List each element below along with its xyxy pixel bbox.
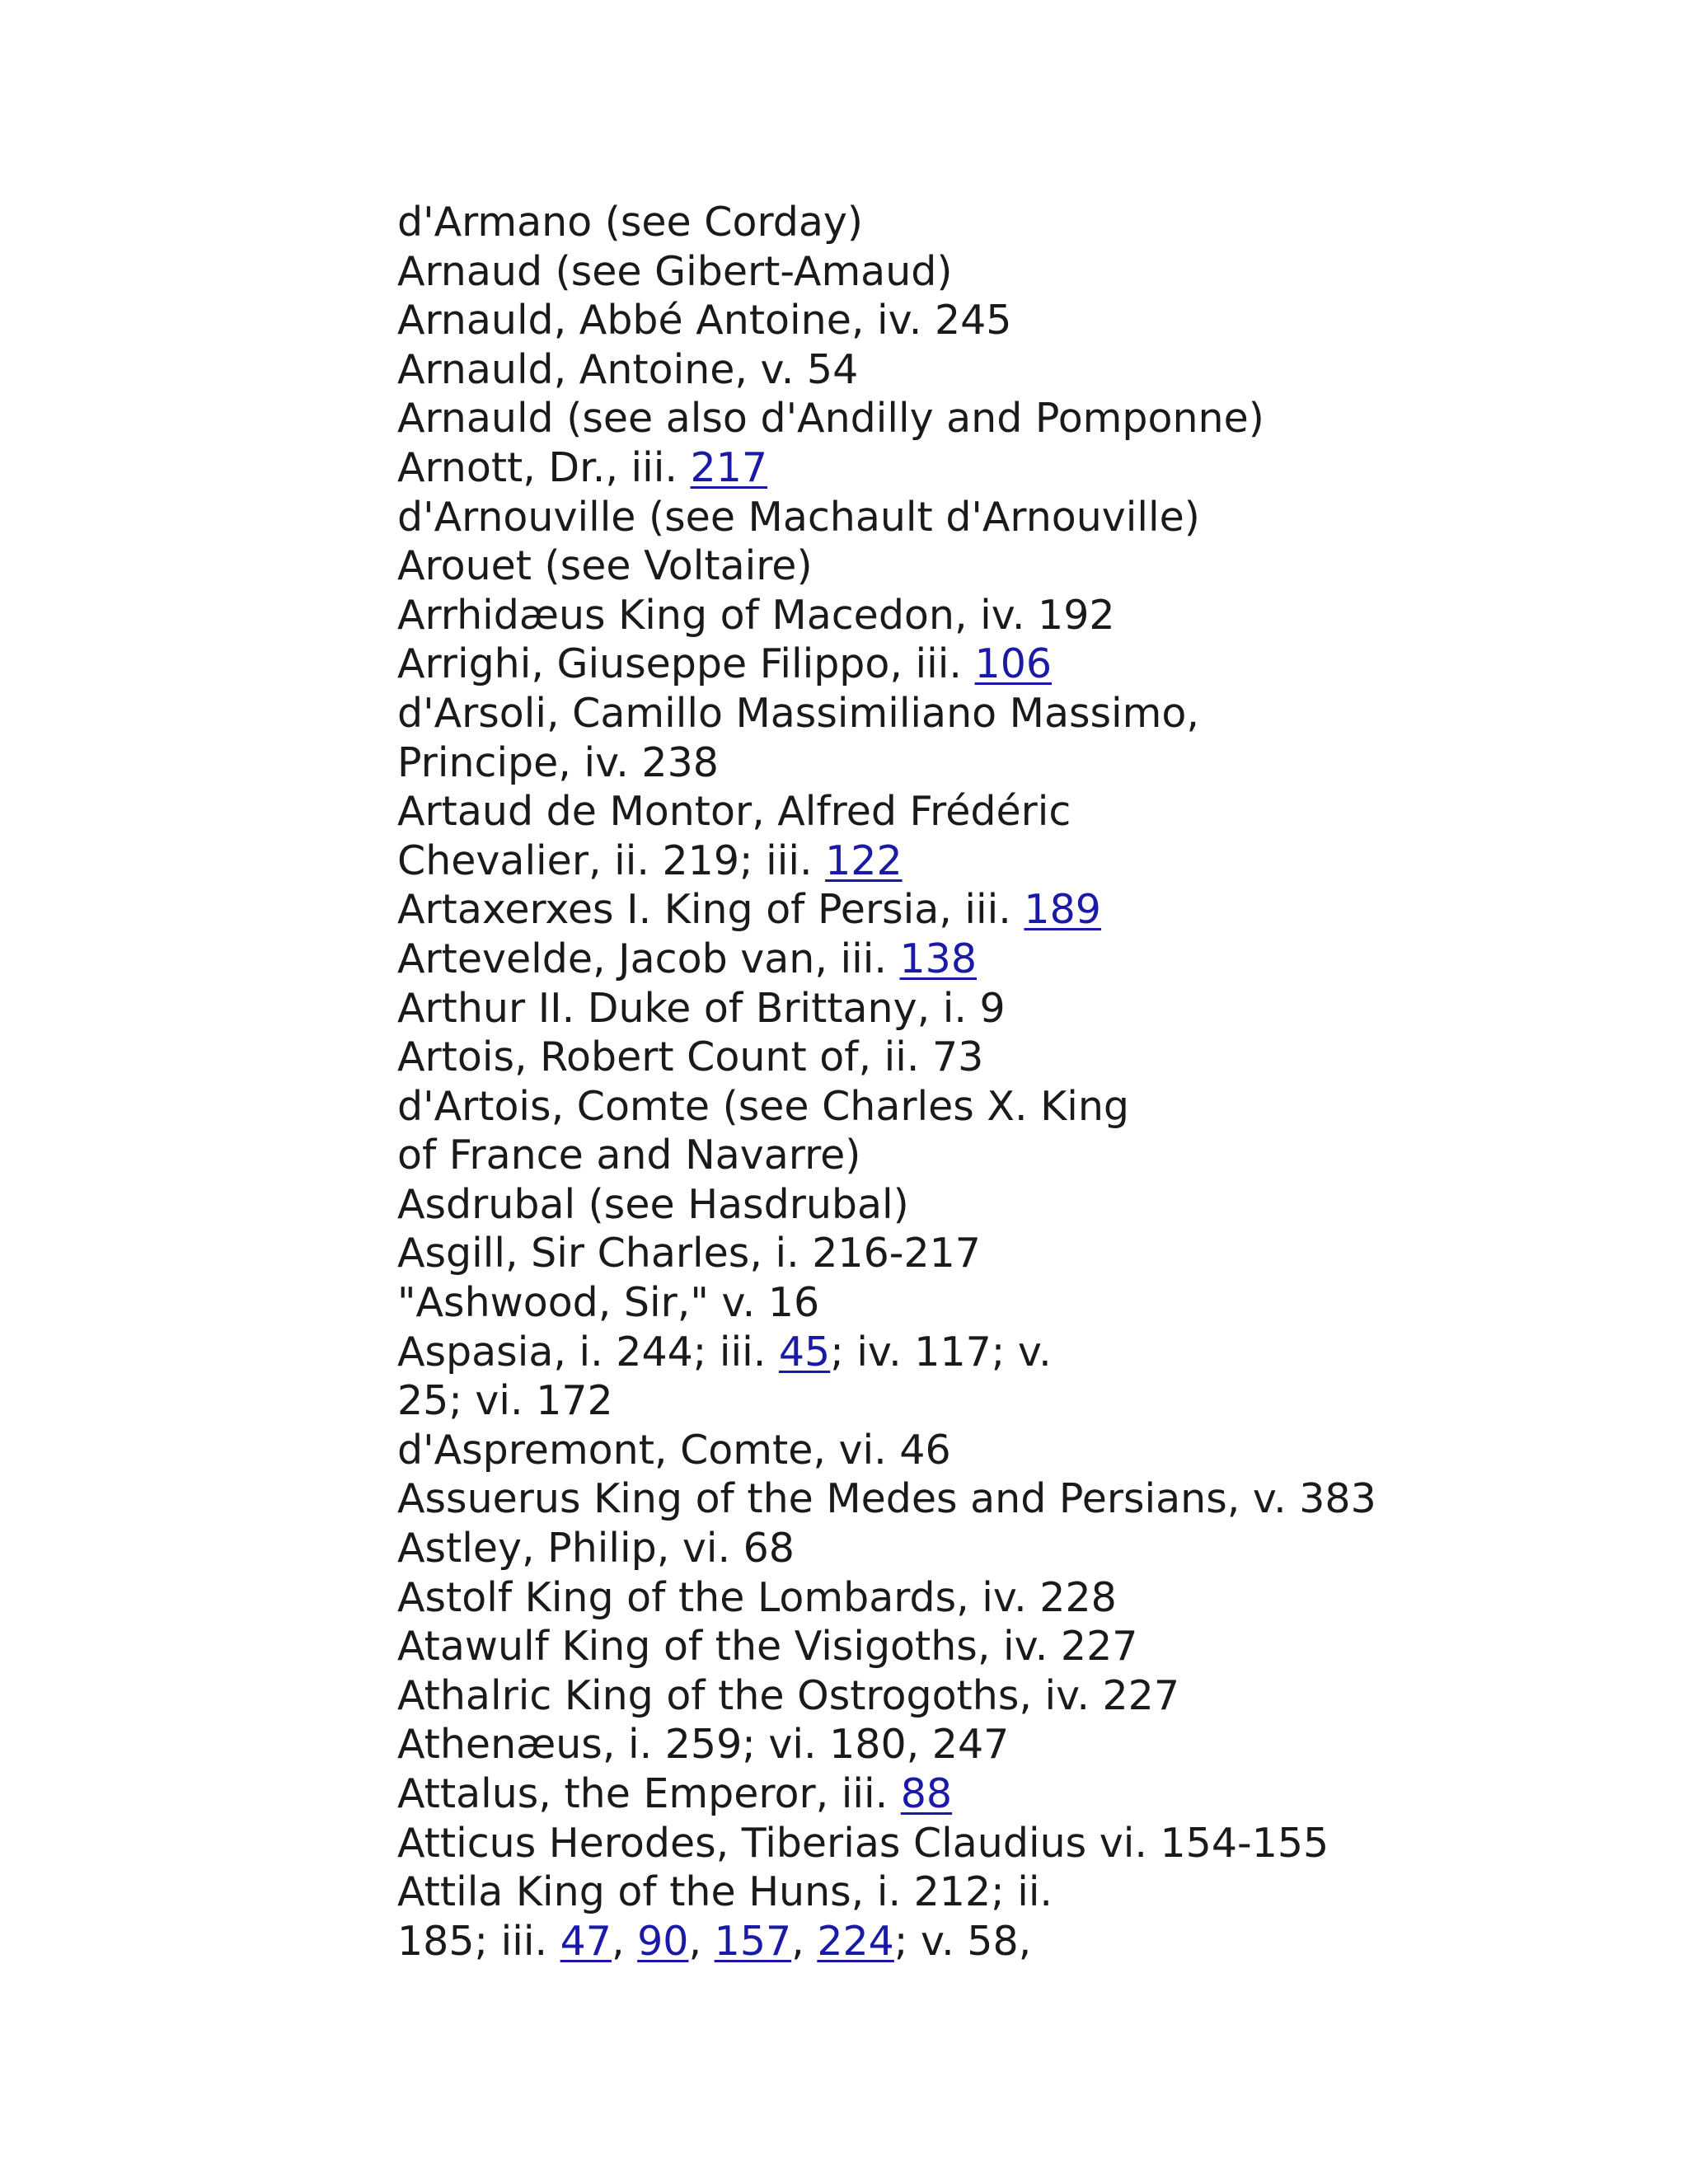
entry-text: Arnott, Dr., iii. (397, 443, 691, 491)
entry-text: ; iv. 117; v. (830, 1328, 1052, 1376)
index-entry-atawulf (397, 1622, 1634, 1671)
entry-text: d'Artois, Comte (see Charles X. King (397, 1082, 1130, 1130)
entry-text: "Ashwood, Sir," v. 16 (397, 1279, 820, 1327)
index-entry-daspremont (397, 1426, 1634, 1475)
index-entry-assuerus (397, 1474, 1634, 1524)
index-entry-arnauld-abbe (397, 296, 1634, 345)
index-entry-athenaeus (397, 1720, 1634, 1769)
page-link[interactable]: 138 (899, 935, 978, 982)
entry-text: Asdrubal (see Hasdrubal) (397, 1180, 909, 1228)
entry-text: d'Arnouville (see Machault d'Arnouville) (397, 493, 1200, 541)
index-entry-ashwood (397, 1278, 1634, 1328)
page-link[interactable]: 47 (560, 1917, 612, 1965)
entry-text: ; v. 58, (893, 1917, 1032, 1965)
page-link[interactable]: 88 (900, 1770, 953, 1817)
index-list (397, 198, 1634, 1966)
index-entry-artaud (397, 787, 1634, 885)
entry-text: Arrighi, Giuseppe Filippo, iii. (397, 640, 975, 688)
index-entry-arouet (397, 541, 1634, 591)
entry-text: Arnauld, Antoine, v. 54 (397, 345, 859, 393)
entry-text: Arouet (see Voltaire) (397, 542, 813, 590)
index-entry-attalus (397, 1769, 1634, 1819)
entry-text: Artois, Robert Count of, ii. 73 (397, 1033, 984, 1081)
entry-text: Asgill, Sir Charles, i. 216-217 (397, 1230, 981, 1277)
entry-text: Artaud de Montor, Alfred Frédéric (397, 788, 1071, 836)
separator: , (688, 1917, 715, 1965)
page-link[interactable]: 189 (1024, 886, 1101, 934)
index-entry-artaxerxes (397, 885, 1634, 935)
index-entry-astley (397, 1524, 1634, 1573)
entry-text: Athenæus, i. 259; vi. 180, 247 (397, 1721, 1010, 1769)
index-entry-arrighi (397, 640, 1634, 689)
index-entry-arnott (397, 443, 1634, 493)
entry-text: Astolf King of the Lombards, iv. 228 (397, 1573, 1117, 1621)
entry-text: Astley, Philip, vi. 68 (397, 1525, 795, 1572)
entry-text: Chevalier, ii. 219; iii. (397, 837, 826, 884)
index-entry-artois-robert (397, 1033, 1634, 1082)
entry-text: 185; iii. (397, 1917, 560, 1965)
index-entry-arthur (397, 984, 1634, 1033)
page-link[interactable]: 90 (637, 1917, 689, 1965)
index-entry-darmano (397, 198, 1634, 247)
entry-text: d'Arsoli, Camillo Massimiliano Massimo, (397, 689, 1199, 737)
entry-text: d'Armano (see Corday) (397, 199, 863, 246)
entry-text: Athalric King of the Ostrogoths, iv. 227 (397, 1671, 1179, 1719)
entry-text: Atawulf King of the Visigoths, iv. 227 (397, 1623, 1138, 1671)
index-entry-atticus (397, 1819, 1634, 1868)
entry-text: Artevelde, Jacob van, iii. (397, 935, 900, 982)
entry-continuation (397, 1917, 1634, 1966)
index-entry-arrhidaeus (397, 591, 1634, 640)
index-entry-darnouville (397, 493, 1634, 542)
index-entry-darsoli (397, 689, 1634, 787)
separator: , (791, 1917, 818, 1965)
entry-continuation: Principe, iv. 238 (397, 738, 719, 786)
index-entry-attila (397, 1868, 1634, 1966)
entry-text: Attila King of the Huns, i. 212; ii. (397, 1868, 1053, 1916)
index-entry-artevelde (397, 935, 1634, 984)
entry-text: Arrhidæus King of Macedon, iv. 192 (397, 591, 1115, 639)
entry-text: Arnauld (see also d'Andilly and Pomponne) (397, 395, 1264, 443)
page-link[interactable]: 217 (690, 443, 768, 491)
entry-continuation: of France and Navarre) (397, 1132, 861, 1179)
entry-text: Atticus Herodes, Tiberias Claudius vi. 154-155 (397, 1819, 1329, 1867)
index-entry-arnauld-see-also (397, 394, 1634, 443)
page-link[interactable]: 122 (825, 837, 903, 884)
index-entry-athalric (397, 1671, 1634, 1721)
index-entry-asgill (397, 1229, 1634, 1278)
entry-text: Assuerus King of the Medes and Persians, v. 383 (397, 1475, 1376, 1523)
index-entry-aspasia (397, 1328, 1634, 1426)
page-link[interactable]: 45 (778, 1328, 831, 1376)
entry-text: Arnaud (see Gibert-Amaud) (397, 247, 953, 295)
entry-text: Attalus, the Emperor, iii. (397, 1770, 901, 1817)
entry-text: Arnauld, Abbé Antoine, iv. 245 (397, 297, 1012, 344)
entry-text: d'Aspremont, Comte, vi. 46 (397, 1426, 951, 1474)
separator: , (611, 1917, 638, 1965)
index-entry-arnaud (397, 247, 1634, 297)
entry-continuation: 25; vi. 172 (397, 1377, 613, 1425)
page-link[interactable]: 157 (714, 1917, 792, 1965)
page-link[interactable]: 224 (817, 1917, 894, 1965)
index-entry-astolf (397, 1573, 1634, 1623)
index-entry-asdrubal (397, 1180, 1634, 1230)
index-entry-dartois (397, 1082, 1634, 1180)
entry-text: Arthur II. Duke of Brittany, i. 9 (397, 984, 1006, 1032)
entry-text: Aspasia, i. 244; iii. (397, 1328, 779, 1376)
page-link[interactable]: 106 (974, 640, 1053, 688)
entry-text: Artaxerxes I. King of Persia, iii. (397, 886, 1025, 934)
index-entry-arnauld-antoine (397, 345, 1634, 395)
entry-continuation (397, 837, 1634, 886)
